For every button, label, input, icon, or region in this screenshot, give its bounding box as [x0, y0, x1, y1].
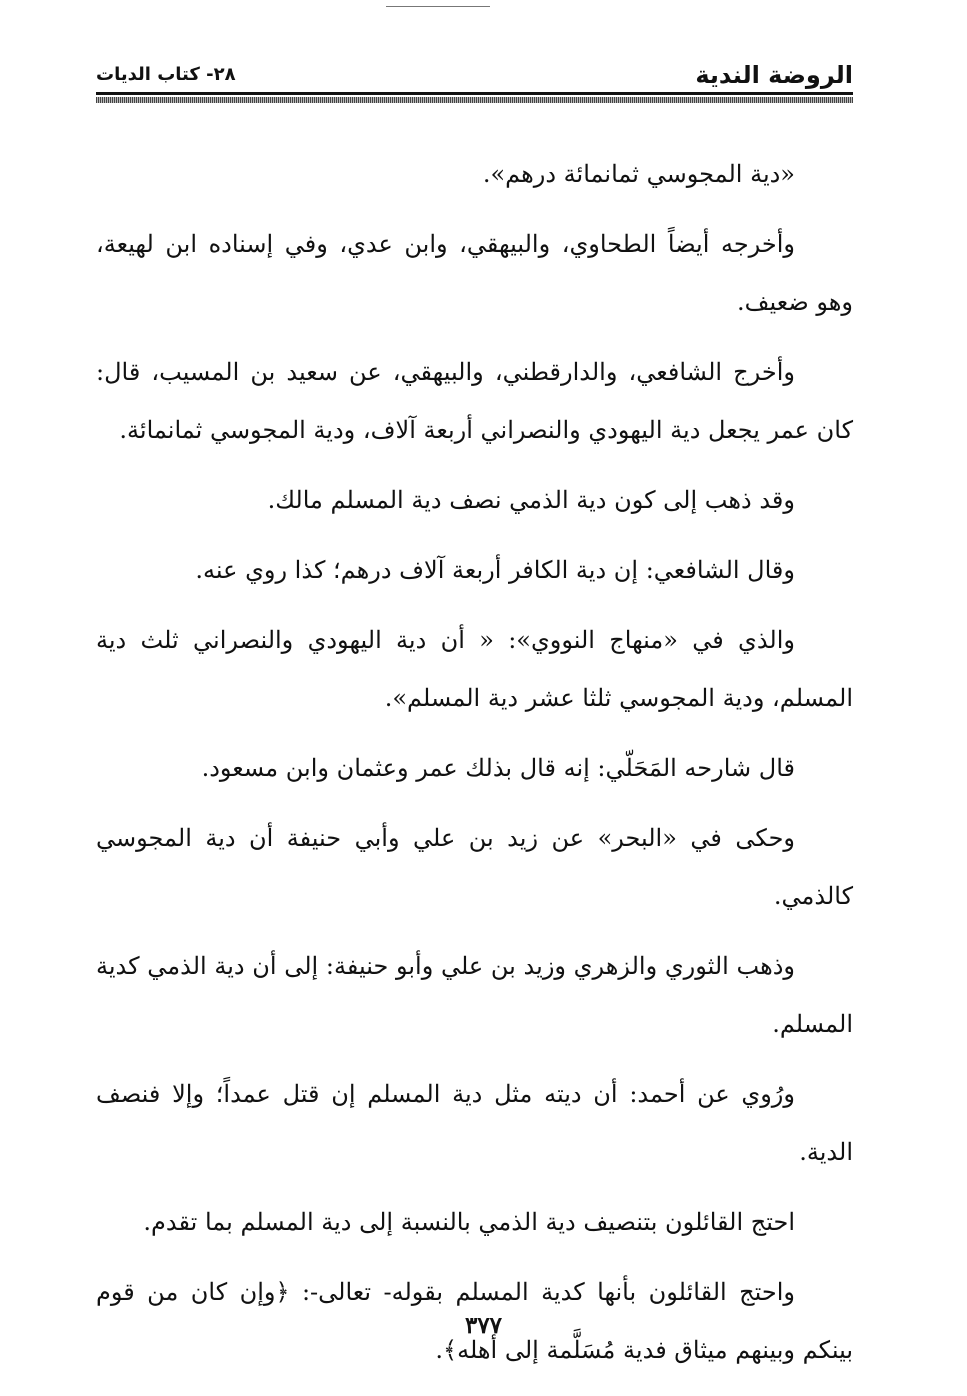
paragraph: قال شارحه المَحَلّي: إنه قال بذلك عمر وعثمان وابن مسعود. [201, 754, 795, 782]
paragraph: وذهب الثوري والزهري وزيد بن علي وأبو حنيفة: إلى أن دية الذمي كدية المسلم. [96, 952, 853, 1038]
page-header [96, 58, 853, 92]
paragraph: واحتج القائلون بأنها كدية المسلم بقوله- تعالى-: ﴿وإن كان من قوم بينكم وبينهم ميثاق فدية مُسَلَّمة إلى أهله﴾. [96, 1278, 853, 1364]
paragraph: وحكى في «البحر» عن زيد بن علي وأبي حنيفة أن دية المجوسي كالذمي. [96, 824, 853, 910]
header-rule [96, 92, 853, 103]
paragraph: احتج القائلون بتنصيف دية الذمي بالنسبة إلى دية المسلم بما تقدم. [143, 1208, 795, 1236]
paragraph: وأخرجه أيضاً الطحاوي، والبيهقي، وابن عدي، وفي إسناده ابن لهيعة، وهو ضعيف. [96, 230, 853, 316]
paragraph: وقد ذهب إلى كون دية الذمي نصف دية المسلم مالك. [267, 486, 795, 514]
page-number: ٣٧٧ [464, 1312, 503, 1339]
book-title: الروضة الندية [695, 61, 853, 89]
paragraph: وقال الشافعي: إن دية الكافر أربعة آلاف درهم؛ كذا روي عنه. [195, 556, 795, 584]
paragraph: ورُوي عن أحمد: أن ديته مثل دية المسلم إن قتل عمداً؛ وإلا فنصف الدية. [96, 1080, 853, 1166]
paragraph: وأخرج الشافعي، والدارقطني، والبيهقي، عن سعيد بن المسيب، قال: كان عمر يجعل دية اليهودي والنصراني أربعة آلاف، ودية المجوسي ثمانمائة. [96, 358, 853, 444]
paragraph: «دية المجوسي ثمانمائة درهم». [482, 160, 795, 188]
page-body [96, 145, 853, 1391]
paragraph: والذي في «منهاج النووي»: « أن دية اليهودي والنصراني ثلث دية المسلم، ودية المجوسي ثلثا عشر دية المسلم». [96, 626, 853, 712]
top-edge-mark [386, 6, 490, 7]
chapter-title: ٢٨- كتاب الديات [96, 64, 236, 85]
